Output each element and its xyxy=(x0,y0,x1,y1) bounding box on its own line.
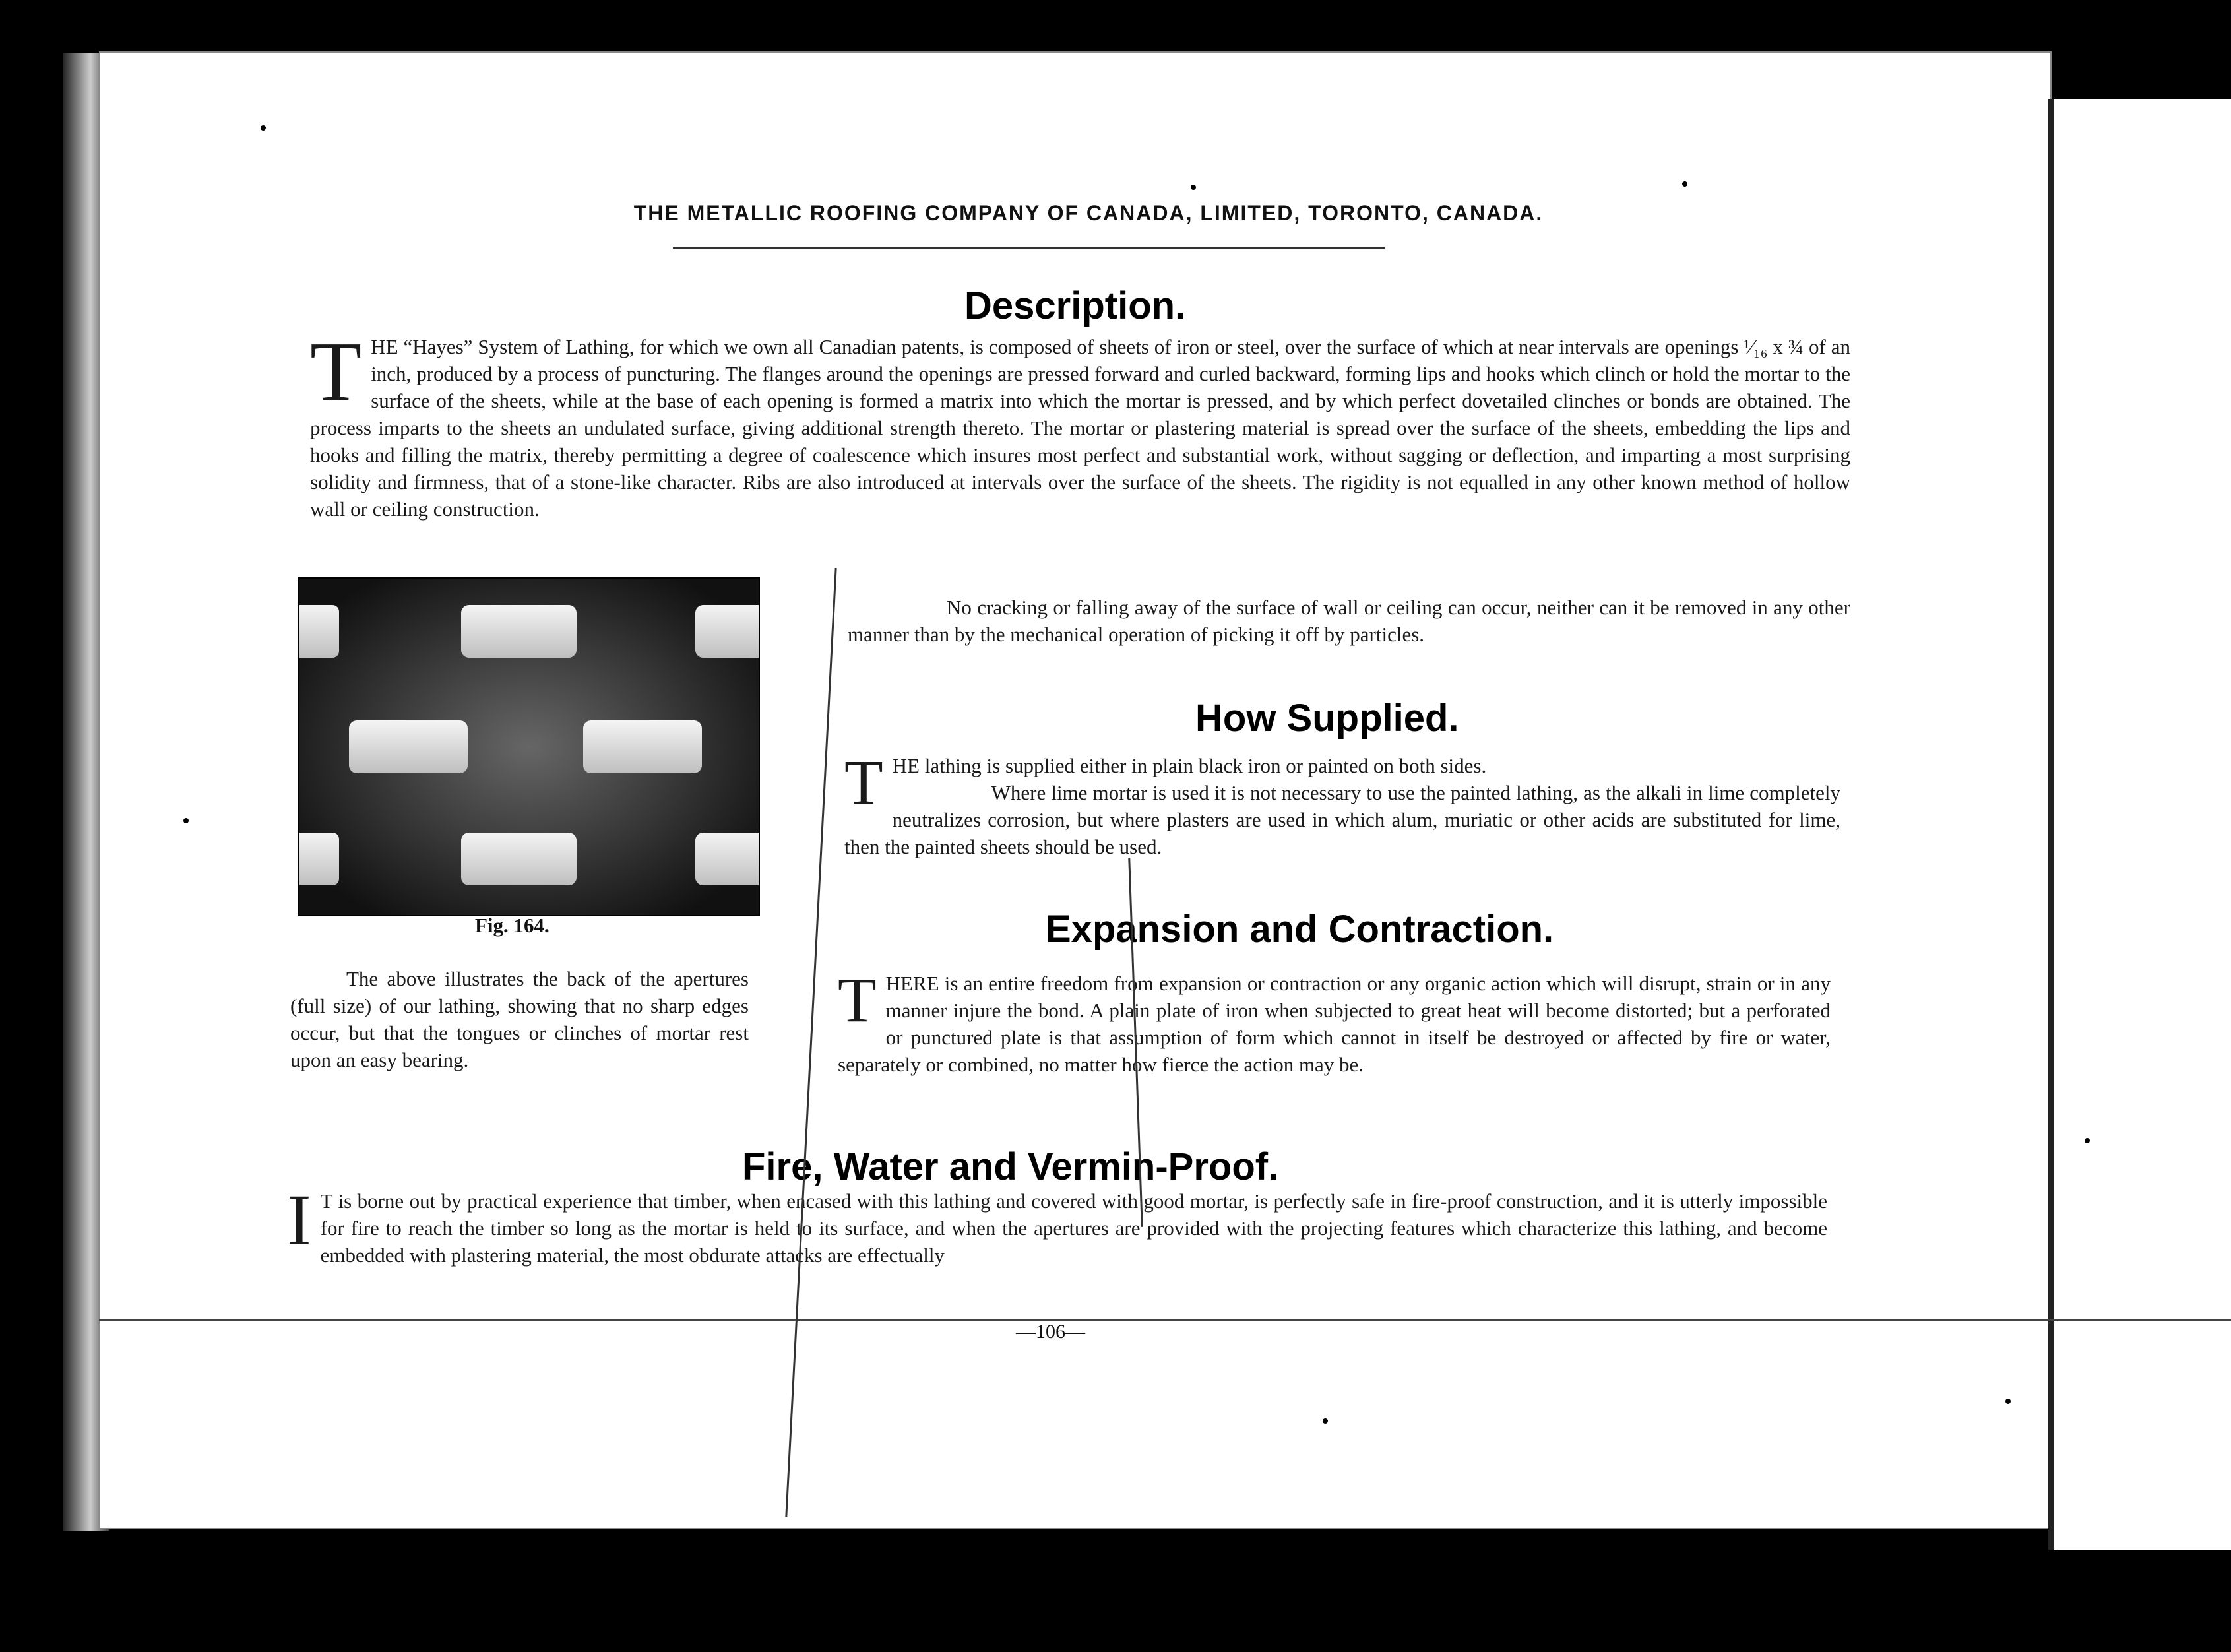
scan-speck xyxy=(1682,181,1687,187)
fire-body: T is borne out by practical experience that timber, when encased with this lathing and covered with good mortar, is perfectly safe in fire-proof construction, and it is utterly impossible for fire to reach the timber so long as the mortar is held to its surface, and when the apertures are provided with the projecting features which characterize this lathing, and become embedded with plastering material, the most obdurate attacks are effectually xyxy=(320,1190,1827,1267)
running-head-rule xyxy=(673,247,1385,249)
scan-speck xyxy=(183,818,189,823)
expansion-heading: Expansion and Contraction. xyxy=(1046,908,1554,951)
adjacent-page-edge xyxy=(2048,99,2231,1550)
how-supplied-body: Where lime mortar is used it is not necessary to use the painted lathing, as the alkali in lime completely neutralizes corrosion, but where plasters are used in which alum, muriatic or other acids are substituted for lime, then the painted sheets should be used. xyxy=(844,781,1840,858)
expansion-dropcap: T xyxy=(838,965,877,1035)
figure-caption xyxy=(290,965,749,1073)
how-supplied-heading: How Supplied. xyxy=(1195,697,1459,740)
page-number: —106— xyxy=(1016,1321,1085,1343)
how-supplied-line1: HE lathing is supplied either in plain black iron or painted on both sides. xyxy=(892,754,1487,777)
expansion-body: HERE is an entire freedom from expansion or contraction or any organic action which will disrupt, strain or in any manner injure the bond. A plain plate of iron when subjected to great heat will become distorted; but a perforated or punctured plate is that assumption of form which cannot in itself be destroyed or affected by fire or water, separately or combined, no matter how fierce the action may be. xyxy=(838,972,1831,1076)
figure-caption-text: The above illustrates the back of the apertures (full size) of our lathing, showing that no sharp edges occur, but that the tongues or clinches of mortar rest upon an easy bearing. xyxy=(290,967,749,1071)
scan-speck xyxy=(1191,185,1196,190)
description-body: HE “Hayes” System of Lathing, for which we own all Canadian patents, is composed of sheets of iron or steel, over the surface of which at near intervals are openings ¹⁄₁₆ x ¾ of an inch, produced by a process of puncturing. The flanges around the openings are pressed forward and curled backward, forming lips and hooks which clinch or hold the mortar to the surface of the sheets, while at the base of each opening is formed a matrix into which the mortar is pressed, and by which perfect dovetailed clinches or bonds are obtained. The process imparts to the sheets an undulated surface, giving additional strength thereto. The mortar or plastering material is spread over the surface of the sheets, embedding the lips and hooks and filling the matrix, thereby permitting a degree of coalescence which insures most perfect and substantial work, without sagging or deflection, and imparting a most surprising solidity and firmness, that of a stone-like character. Ribs are also introduced at intervals over the surface of the sheets. The rigidity is not equalled in any other known method of hollow wall or ceiling construction. xyxy=(310,335,1850,521)
scan-speck xyxy=(261,125,266,131)
running-head: THE METALLIC ROOFING COMPANY OF CANADA, LIMITED, TORONTO, CANADA. xyxy=(633,201,1544,225)
description-paragraph-2 xyxy=(848,594,1850,648)
description-paragraph xyxy=(310,325,1850,523)
description-heading: Description. xyxy=(964,284,1186,327)
expansion-paragraph xyxy=(838,965,1831,1078)
scan-fold-line xyxy=(99,1319,2231,1321)
lathing-photograph xyxy=(298,577,760,916)
description-dropcap: T xyxy=(310,325,362,418)
scan-speck xyxy=(1323,1418,1328,1424)
scan-speck xyxy=(2005,1399,2011,1404)
description-body-2: No cracking or falling away of the surface of wall or ceiling can occur, neither can it be removed in any other manner than by the mechanical operation of picking it off by particles. xyxy=(848,596,1850,646)
scan-speck xyxy=(2085,1138,2090,1143)
fire-heading: Fire, Water and Vermin-Proof. xyxy=(742,1145,1279,1188)
fire-paragraph xyxy=(287,1180,1827,1269)
how-supplied-paragraph xyxy=(844,747,1840,860)
fire-dropcap: I xyxy=(287,1180,311,1260)
how-supplied-dropcap: T xyxy=(844,747,883,817)
figure-label: Fig. 164. xyxy=(475,914,550,937)
